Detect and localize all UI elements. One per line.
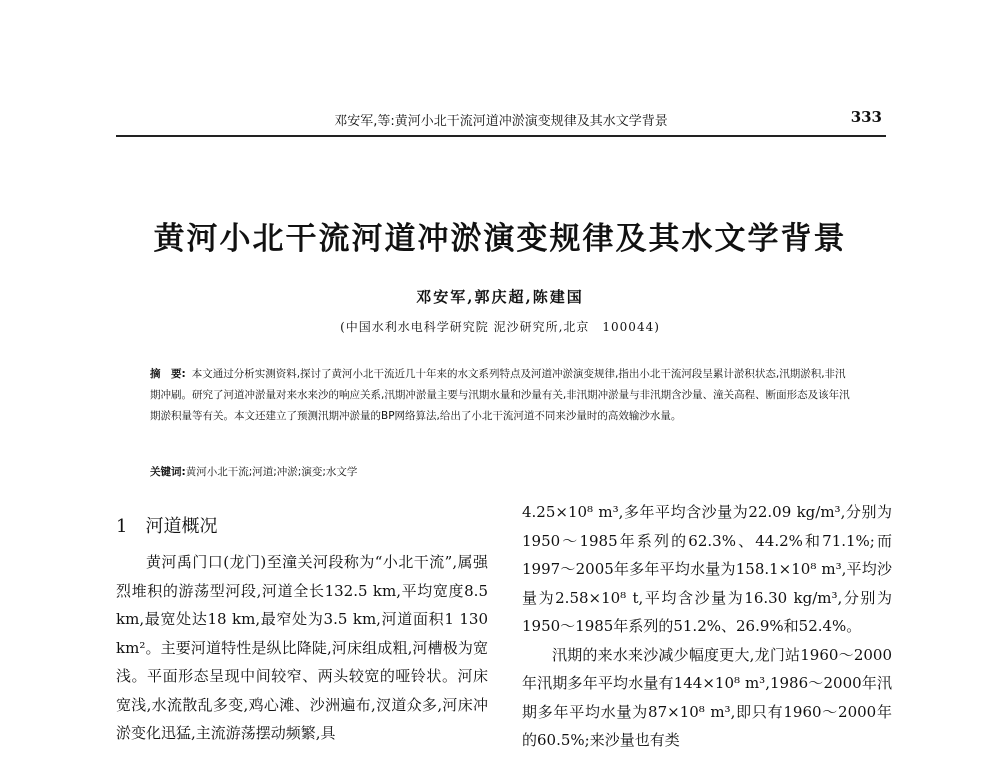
header-rule: [116, 135, 886, 137]
right-paragraph-1: 4.25×10⁸ m³,多年平均含沙量为22.09 kg/m³,分别为1950～1985年系列的62.3%、44.2%和71.1%;而1997～2005年多年平均水量为158.1×10⁸ m³,平均沙量为2.58×10⁸ t,平均含沙量为16.30 kg/m³,分别为1950～1985年系列的51.2%、26.9%和52.4%。: [522, 503, 892, 635]
abstract: [150, 364, 855, 427]
keywords-label: 关键词:: [150, 466, 186, 478]
running-title: 邓安军,等:黄河小北干流河道冲淤演变规律及其水文学背景: [334, 114, 668, 129]
article-authors: 邓安军,郭庆超,陈建国: [416, 288, 584, 306]
abstract-text: 本文通过分析实测资料,探讨了黄河小北干流近几十年来的水文系列特点及河道冲淤演变规律,指出小北干流河段呈累计淤积状态,汛期淤积,非汛期冲刷。研究了河道冲淤量对来水来沙的响应关系,汛期冲淤量主要与汛期水量和沙量有关,非汛期冲淤量与非汛期含沙量、潼关高程、断面形态及该年汛期淤积量等有关。本文还建立了预测汛期冲淤量的BP网络算法,给出了小北干流河道不同来沙量时的高效输沙水量。: [150, 368, 850, 422]
section-title: 河道概况: [145, 516, 218, 537]
section-heading: [116, 512, 488, 538]
keywords-text: 黄河小北干流;河道;冲淤;演变;水文学: [185, 466, 358, 478]
keywords: [150, 464, 855, 479]
right-paragraph-2: 汛期的来水来沙减少幅度更大,龙门站1960～2000年汛期多年平均水量有144×10⁸ m³,1986～2000年汛期多年平均水量为87×10⁸ m³,即只有1960～2000年的60.5%;来沙量也有类: [522, 645, 892, 749]
right-column: [522, 498, 892, 760]
section-number: 1: [116, 516, 128, 537]
page-number: 333: [850, 108, 882, 126]
running-header: [116, 108, 886, 132]
article-affiliation: (中国水利水电科学研究院 泥沙研究所,北京 100044): [340, 320, 660, 334]
section-paragraph: 黄河禹门口(龙门)至潼关河段称为“小北干流”,属强烈堆积的游荡型河段,河道全长132.5 km,平均宽度8.5 km,最宽处达18 km,最窄处为3.5 km,河道面积1 130 km²。主要河道特性是纵比降陡,河床组成粗,河槽极为宽浅。平面形态呈现中间较窄、两头较宽的哑铃状。河床宽浅,水流散乱多变,鸡心滩、沙洲遍布,汊道众多,河床冲淤变化迅猛,主流游荡摆动频繁,具: [116, 553, 488, 742]
article-title: 黄河小北干流河道冲淤演变规律及其水文学背景: [153, 221, 847, 257]
abstract-label: 摘 要:: [150, 368, 186, 380]
left-column: [116, 500, 488, 760]
